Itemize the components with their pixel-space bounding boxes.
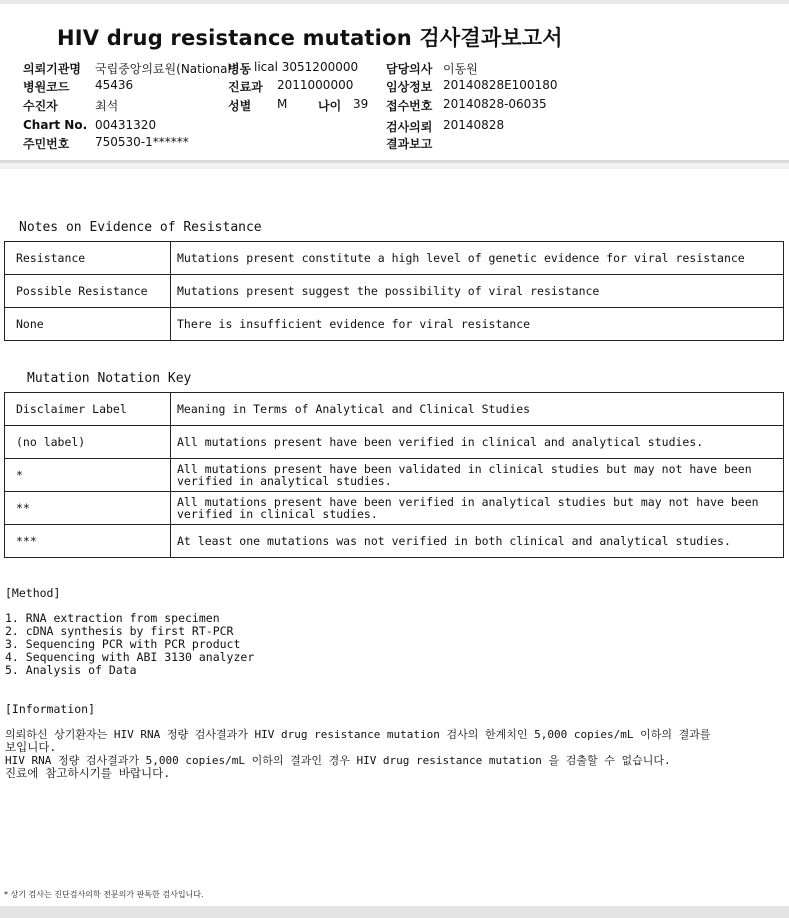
chart-no-label: Chart No. [23,118,88,132]
table-cell-text: All mutations present have been verified in analytical studies but may not have been verified in clinical studies. [171,492,784,525]
institution-label: 의뢰기관명 [23,62,81,76]
clinical-info-label: 임상정보 [386,80,433,94]
chart-no-value: 00431320 [95,118,157,132]
institution-value: 국립중앙의료원(National [95,62,231,76]
doctor-value: 이동원 [443,62,478,76]
doctor-label: 담당의사 [386,62,433,76]
table-cell-text: Meaning in Terms of Analytical and Clinical Studies [171,393,784,426]
method-step: 3. Sequencing PCR with PCR product [5,637,241,651]
footnote: * 상기 검사는 진단검사의학 전문의가 판독한 검사입니다. [4,890,204,899]
table-cell-label: None [5,308,171,341]
table-row [5,459,784,492]
method-step: 2. cDNA synthesis by first RT-PCR [5,624,234,638]
table-cell-label: *** [5,525,171,558]
patient-value: 최석 [95,99,119,113]
hospital-code-label: 병원코드 [23,80,70,94]
age-value: 39 [353,97,369,111]
information-line: 진료에 참고하시기를 바랍니다. [5,766,171,780]
header-band [0,163,789,169]
ward-label: 병동 [228,62,252,76]
information-line: HIV RNA 정량 검사결과가 5,000 copies/mL 이하의 결과인 경우 HIV drug resistance mutation 을 검출할 수 없습니다. [5,754,671,767]
bottom-border [0,906,789,918]
information-line: 보입니다. [5,740,57,754]
request-label: 검사의뢰 [386,120,433,134]
table-row [5,525,784,558]
table-cell-text: Mutations present constitute a high level of genetic evidence for viral resistance [171,242,784,275]
table-row [5,426,784,459]
table-cell-text: All mutations present have been verified in clinical and analytical studies. [171,426,784,459]
table-row [5,242,784,275]
method-step: 5. Analysis of Data [5,663,137,677]
patient-label: 수진자 [23,99,58,113]
table-cell-text: There is insufficient evidence for viral resistance [171,308,784,341]
notes-section-title: Notes on Evidence of Resistance [19,220,262,235]
notes-table [4,241,784,341]
method-step: 1. RNA extraction from specimen [5,611,220,625]
receipt-label: 접수번호 [386,99,433,113]
dept-value: 2011000000 [277,78,354,92]
method-title: [Method] [5,586,61,600]
report-label: 결과보고 [386,137,433,151]
table-row [5,308,784,341]
sex-value: M [277,97,288,111]
top-border [0,0,789,4]
information-title: [Information] [5,702,96,716]
table-cell-text: Mutations present suggest the possibility of viral resistance [171,275,784,308]
rrn-label: 주민번호 [23,137,70,151]
table-cell-label: Resistance [5,242,171,275]
key-table [4,392,784,558]
hospital-code-value: 45436 [95,78,134,92]
report-title: HIV drug resistance mutation 검사결과보고서 [57,26,563,50]
table-row [5,275,784,308]
table-cell-label: Possible Resistance [5,275,171,308]
request-value: 20140828 [443,118,505,132]
table-row [5,492,784,525]
table-cell-label: (no label) [5,426,171,459]
table-cell-label: * [5,459,171,492]
key-section-title: Mutation Notation Key [27,371,192,386]
table-row [5,393,784,426]
ward-value: lical 3051200000 [254,60,359,74]
receipt-value: 20140828-06035 [443,97,547,111]
age-label: 나이 [318,99,342,113]
clinical-info-value: 20140828E100180 [443,78,558,92]
table-cell-label: ** [5,492,171,525]
table-cell-text: At least one mutations was not verified in both clinical and analytical studies. [171,525,784,558]
dept-label: 진료과 [228,80,263,94]
table-cell-text: All mutations present have been validated in clinical studies but may not have been verified in analytical studies. [171,459,784,492]
rrn-value: 750530-1****** [95,135,189,149]
sex-label: 성별 [228,99,252,113]
table-cell-label: Disclaimer Label [5,393,171,426]
information-line: 의뢰하신 상기환자는 HIV RNA 정량 검사결과가 HIV drug resistance mutation 검사의 한계치인 5,000 copies/mL 이하의 결과를 [5,728,711,741]
method-step: 4. Sequencing with ABI 3130 analyzer [5,650,255,664]
